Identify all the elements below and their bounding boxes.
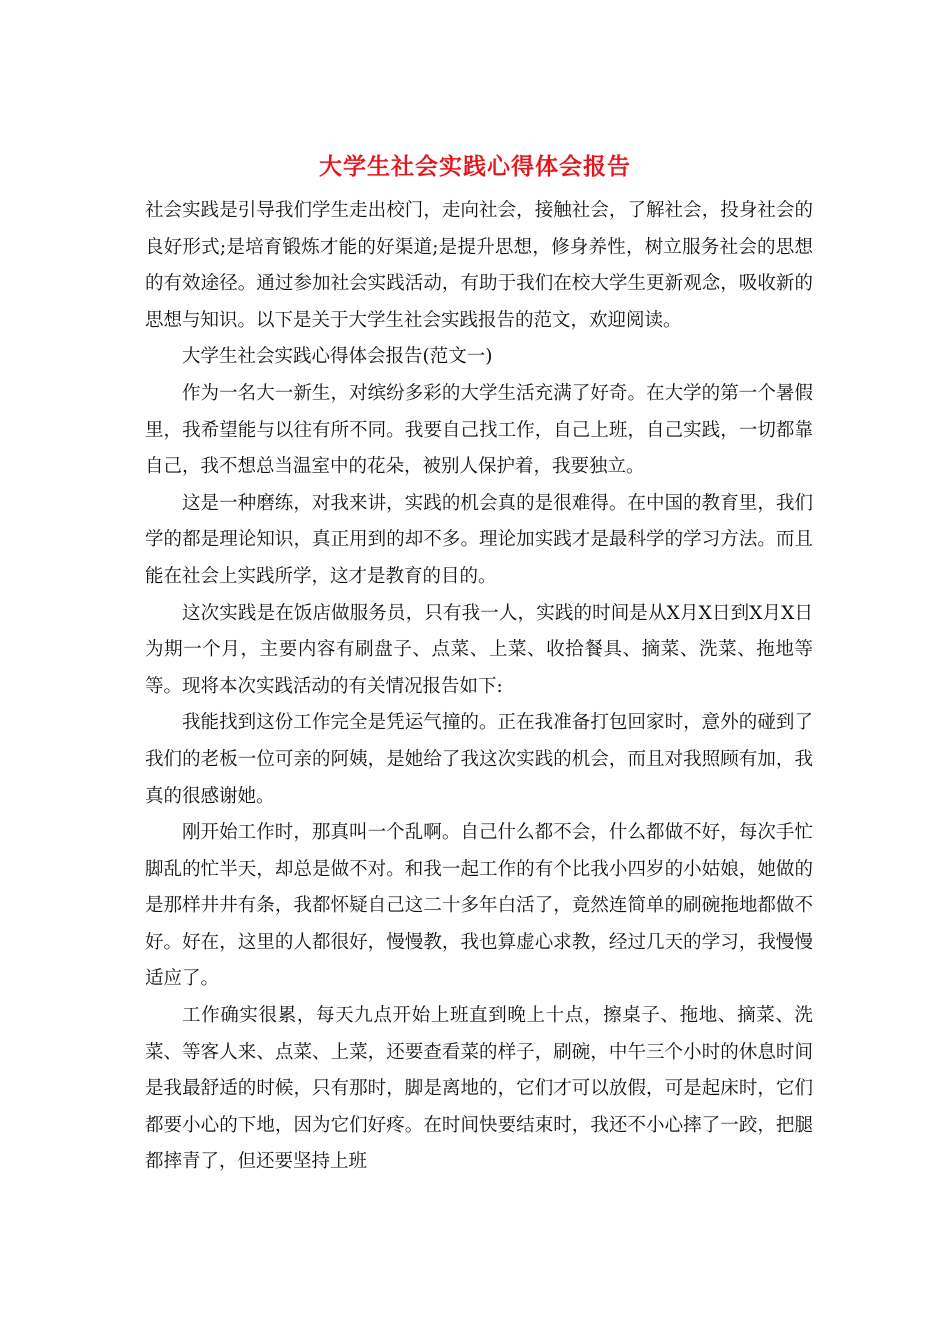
document-body <box>145 193 813 1181</box>
body-paragraph: 这是一种磨练，对我来讲，实践的机会真的是很难得。在中国的教育里，我们学的都是理论知识，真正用到的却不多。理论加实践才是最科学的学习方法。而且能在社会上实践所学，这才是教育的目的。 <box>145 492 813 587</box>
body-paragraph: 工作确实很累，每天九点开始上班直到晚上十点，擦桌子、拖地、摘菜、洗菜、等客人来、点菜、上菜，还要查看菜的样子，刷碗，中午三个小时的休息时间是我最舒适的时候，只有那时，脚是离地的，它们才可以放假，可是起床时，它们都要小心的下地，因为它们好疼。在时间快要结束时，我还不小心摔了一跤，把腿都摔青了，但还要坚持上班 <box>145 1005 813 1173</box>
section-heading: 大学生社会实践心得体会报告(范文一) <box>182 346 493 368</box>
body-paragraph: 这次实践是在饭店做服务员，只有我一人，实践的时间是从X月X日到X月X日为期一个月，主要内容有刷盘子、点菜、上菜、收拾餐具、摘菜、洗菜、拖地等等。现将本次实践活动的有关情况报告如下: <box>145 602 813 697</box>
body-paragraph: 我能找到这份工作完全是凭运气撞的。正在我准备打包回家时，意外的碰到了我们的老板一位可亲的阿姨，是她给了我这次实践的机会，而且对我照顾有加，我真的很感谢她。 <box>145 712 813 807</box>
body-paragraph: 刚开始工作时，那真叫一个乱啊。自己什么都不会，什么都做不好，每次手忙脚乱的忙半天，却总是做不对。和我一起工作的有个比我小四岁的小姑娘，她做的是那样井井有条，我都怀疑自己这二十多年白活了，竟然连简单的刷碗拖地都做不好。好在，这里的人都很好，慢慢教，我也算虚心求教，经过几天的学习，我慢慢适应了。 <box>145 822 813 990</box>
intro-paragraph: 社会实践是引导我们学生走出校门，走向社会，接触社会，了解社会，投身社会的良好形式;是培育锻炼才能的好渠道;是提升思想，修身养性，树立服务社会的思想的有效途径。通过参加社会实践活动，有助于我们在校大学生更新观念，吸收新的思想与知识。以下是关于大学生社会实践报告的范文，欢迎阅读。 <box>145 200 813 331</box>
body-paragraph: 作为一名大一新生，对缤纷多彩的大学生活充满了好奇。在大学的第一个暑假里，我希望能与以往有所不同。我要自己找工作，自己上班，自己实践，一切都靠自己，我不想总当温室中的花朵，被别人保护着，我要独立。 <box>145 382 813 478</box>
document-title: 大学生社会实践心得体会报告 <box>319 153 631 180</box>
